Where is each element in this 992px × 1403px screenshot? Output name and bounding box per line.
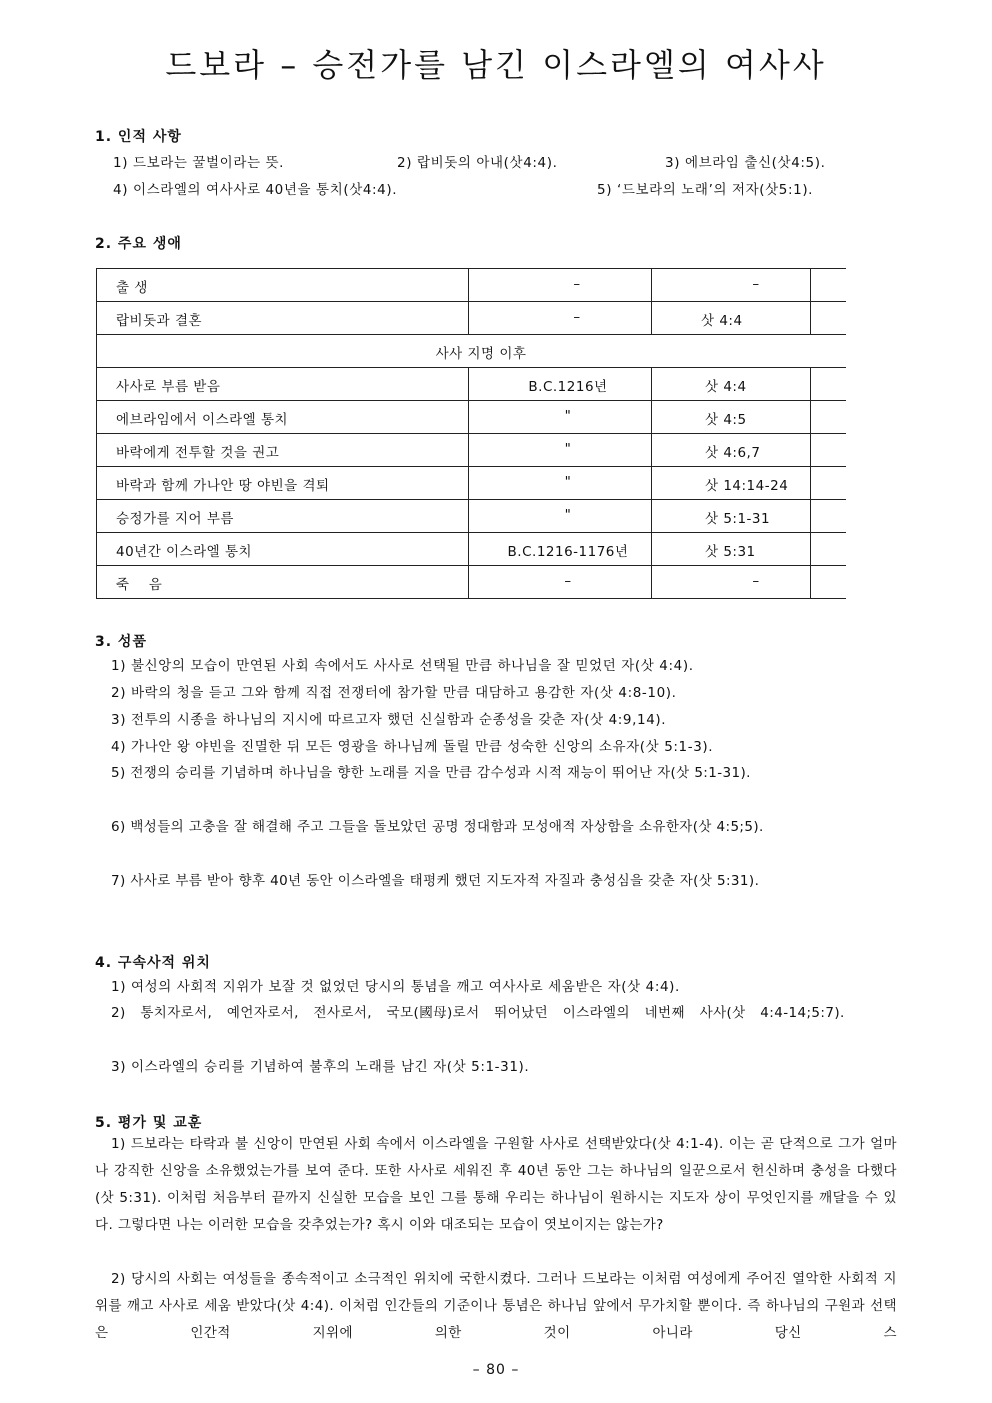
date-cell: " (564, 408, 572, 424)
section-5-heading: 5. 평가 및 교훈 (95, 1115, 203, 1131)
personal-item-1: 1) 드보라는 꿀벌이라는 뜻. (113, 155, 285, 171)
span-cell: 사사 지명 이후 (435, 346, 527, 362)
event-cell: 40년간 이스라엘 통치 (116, 544, 253, 560)
section-4-heading: 4. 구속사적 위치 (95, 955, 211, 971)
character-item-5: 5) 전쟁의 승리를 기념하며 하나님을 향한 노래를 지을 만큼 감수성과 시적 재능이 뛰어난 자(삿 5:1-31). (111, 765, 751, 781)
date-cell: B.C.1216년 (528, 379, 608, 395)
date-cell: " (564, 474, 572, 490)
table-row (96, 301, 846, 334)
table-row (96, 400, 846, 433)
event-cell: 바락과 함께 가나안 땅 야빈을 격퇴 (116, 478, 330, 494)
character-item-3: 3) 전투의 시종을 하나님의 지시에 따르고자 했던 신실함과 순종성을 갖춘 자(삿 4:9,14). (111, 712, 667, 728)
redemptive-item-3: 3) 이스라엘의 승리를 기념하여 불후의 노래를 남긴 자(삿 5:1-31). (111, 1059, 530, 1075)
page-title: 드보라 – 승전가를 남긴 이스라엘의 여사사 (165, 46, 827, 84)
character-item-1: 1) 불신앙의 모습이 만연된 사회 속에서도 사사로 선택될 만큼 하나님을 잘 믿었던 자(삿 4:4). (111, 658, 694, 674)
event-cell: 바락에게 전투할 것을 권고 (116, 445, 280, 461)
personal-item-3: 3) 에브라임 출신(삿4:5). (665, 155, 826, 171)
lesson-paragraph-1: 1) 드보라는 타락과 불 신앙이 만연된 사회 속에서 이스라엘을 구원할 사사로 선택받았다(삿 4:1-4). 이는 곧 단적으로 그가 얼마나 강직한 신앙을 소유했었는가를 보여 준다. 또한 사사로 세워진 후 40년 동안 그는 하나님의 일꾼으로서 헌신하며 충성을 다했다(삿 5:31). 이처럼 처음부터 끝까지 신실한 모습을 보인 그를 통해 우리는 하나님이 원하시는 지도자 상이 무엇인지를 깨달을 수 있다. 그렇다면 나는 이러한 모습을 갖추었는가? 혹시 이와 대조되는 모습이 엿보이지는 않는가? (95, 1136, 897, 1233)
ref-cell: 삿 5:31 (705, 544, 756, 560)
character-item-2: 2) 바락의 청을 듣고 그와 함께 직접 전쟁터에 참가할 만큼 대담하고 용감한 자(삿 4:8-10). (111, 685, 677, 701)
table-row (96, 499, 846, 532)
ref-cell: 삿 5:1-31 (705, 511, 771, 527)
ref-cell: – (752, 573, 760, 589)
event-cell: 죽 음 (116, 577, 163, 593)
ref-cell: – (752, 276, 760, 292)
redemptive-item-2: 2) 통치자로서, 예언자로서, 전사로서, 국모(國母)로서 뛰어났던 이스라엘의 네번째 사사(삿 4:4-14;5:7). (111, 1005, 845, 1021)
event-cell: 사사로 부름 받음 (116, 379, 221, 395)
event-cell: 랍비돗과 결혼 (116, 313, 203, 329)
event-cell: 출 생 (116, 280, 148, 296)
table-rule (96, 598, 846, 599)
ref-cell: 삿 4:4 (705, 379, 747, 395)
table-row (96, 367, 846, 400)
personal-item-2: 2) 랍비돗의 아내(삿4:4). (397, 155, 558, 171)
character-item-7: 7) 사사로 부름 받아 향후 40년 동안 이스라엘을 태평케 했던 지도자적 자질과 충성심을 갖춘 자(삿 5:31). (111, 873, 760, 889)
ref-cell: 삿 14:14-24 (705, 478, 789, 494)
ref-cell: 삿 4:4 (701, 313, 743, 329)
table-row (96, 466, 846, 499)
page-number: – 80 – (472, 1362, 520, 1378)
section-1-heading: 1. 인적 사항 (95, 129, 182, 145)
personal-item-4: 4) 이스라엘의 여사사로 40년을 통치(삿4:4). (113, 182, 398, 198)
date-cell: " (564, 507, 572, 523)
table-row (96, 433, 846, 466)
table-row (96, 565, 846, 598)
character-item-6: 6) 백성들의 고충을 잘 해결해 주고 그들을 돌보았던 공명 정대함과 모성애적 자상함을 소유한자(삿 4:5;5). (111, 819, 764, 835)
section-2-heading: 2. 주요 생애 (95, 236, 182, 252)
lesson-paragraph-2: 2) 당시의 사회는 여성들을 종속적이고 소극적인 위치에 국한시켰다. 그러나 드보라는 이처럼 여성에게 주어진 열악한 사회적 지위를 깨고 사사로 세움 받았다(삿 4:4). 이처럼 인간들의 기준이나 통념은 하나님 앞에서 무가치할 뿐이다. 즉 하나님의 구원과 선택은 인간적 지위에 의한 것이 아니라 당신 스 (95, 1271, 897, 1341)
table-row (96, 268, 846, 301)
date-cell: – (564, 573, 572, 589)
redemptive-item-1: 1) 여성의 사회적 지위가 보잘 것 없었던 당시의 통념을 깨고 여사사로 세움받은 자(삿 4:4). (111, 979, 680, 995)
date-cell: " (564, 441, 572, 457)
table-row (96, 334, 846, 367)
table-row (96, 532, 846, 565)
section-3-heading: 3. 성품 (95, 634, 147, 650)
ref-cell: 삿 4:5 (705, 412, 747, 428)
character-item-4: 4) 가나안 왕 야빈을 진멸한 뒤 모든 영광을 하나님께 돌릴 만큼 성숙한 신앙의 소유자(삿 5:1-3). (111, 739, 714, 755)
event-cell: 에브라임에서 이스라엘 통치 (116, 412, 289, 428)
personal-item-5: 5) ‘드보라의 노래’의 저자(삿5:1). (597, 182, 814, 198)
event-cell: 승정가를 지어 부름 (116, 511, 234, 527)
date-cell: – (573, 276, 581, 292)
date-cell: B.C.1216-1176년 (507, 544, 629, 560)
ref-cell: 삿 4:6,7 (705, 445, 761, 461)
date-cell: – (573, 309, 581, 325)
